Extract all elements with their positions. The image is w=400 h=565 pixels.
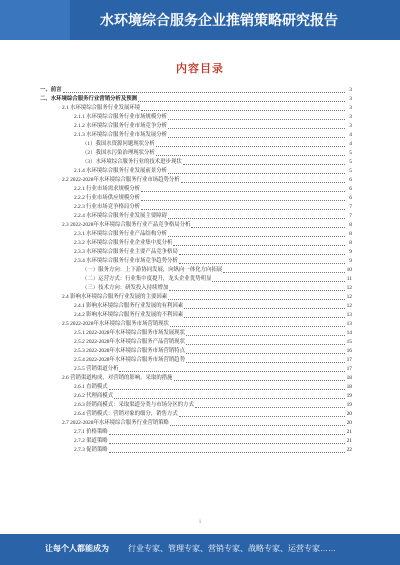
footer-slogan: 让每个人都能成为 — [45, 544, 109, 553]
toc-entry[interactable] — [40, 275, 352, 284]
toc-leader-dots — [183, 164, 345, 165]
toc-entry[interactable] — [40, 221, 352, 230]
toc-entry-label: 2.5.4 2022-2028年水环境综合服务市场营销趋势 — [74, 357, 185, 363]
toc-entry[interactable] — [40, 176, 352, 185]
toc-leader-dots — [109, 434, 345, 435]
toc-leader-dots — [109, 443, 345, 444]
toc-entry-page: 4 — [349, 132, 352, 138]
toc-entry-page: 6 — [349, 186, 352, 192]
toc-leader-dots — [141, 200, 345, 201]
toc-entry[interactable] — [40, 311, 352, 320]
toc-entry-page: 12 — [346, 303, 352, 309]
toc-entry-label: 2.7.2 渠道策略 — [74, 438, 108, 444]
toc-entry-page: 7 — [349, 213, 352, 219]
toc-entry-page: 9 — [349, 258, 352, 264]
toc-entry[interactable] — [40, 239, 352, 248]
toc-entry-label: 2.5.1 2022-2028年水环境综合服务市场发展现状 — [74, 330, 185, 336]
toc-entry-label: （1）我国水资源问题现状分析 — [82, 141, 155, 147]
toc-leader-dots — [63, 92, 345, 93]
toc-entry[interactable] — [40, 131, 352, 140]
toc-entry-page: 3 — [349, 96, 352, 102]
toc-entry[interactable] — [40, 140, 352, 149]
toc-entry[interactable] — [40, 392, 352, 401]
toc-entry-label: 2.2.4 水环境综合服务行业发展主要障碍 — [74, 213, 167, 219]
toc-entry-page: 12 — [346, 285, 352, 291]
toc-entry[interactable] — [40, 365, 352, 374]
toc-leader-dots — [168, 119, 345, 120]
toc-entry[interactable] — [40, 329, 352, 338]
toc-entry[interactable] — [40, 437, 352, 446]
page-number: 1 — [198, 520, 202, 525]
report-title: 水环境综合服务企业推销策略研究报告 — [100, 12, 338, 28]
toc-entry[interactable] — [40, 167, 352, 176]
toc-entry[interactable] — [40, 293, 352, 302]
toc-leader-dots — [141, 191, 345, 192]
toc-leader-dots — [191, 227, 345, 228]
toc-leader-dots — [114, 398, 345, 399]
toc-entry-label: 2.1.1 水环境综合服务行业市场规模分析 — [74, 114, 167, 120]
toc-entry-label: （二）运营方式：行业集中度提升，龙头企业优势明显 — [82, 276, 212, 282]
toc-leader-dots — [179, 254, 345, 255]
toc-entry[interactable] — [40, 95, 352, 104]
toc-entry-page: 3 — [349, 87, 352, 93]
toc-entry-label: （2）我国水污染治理现状分析 — [82, 150, 155, 156]
footer-roles: 行业专家、管理专家、营销专家、战略专家、运营专家…… — [128, 544, 336, 553]
toc-entry-page: 17 — [346, 366, 352, 372]
toc-entry-label: （3）水环境综合服务行业的技术进步现状 — [82, 159, 182, 165]
toc-entry-label: （三）技术方向：研发投入持续增加 — [82, 285, 169, 291]
toc-entry-label: 2.5.3 2022-2028年水环境综合服务市场营销特点 — [74, 348, 185, 354]
toc-leader-dots — [138, 101, 345, 102]
toc-entry-label: 2.2.1 行业市场需求规模分析 — [74, 186, 141, 192]
toc-leader-dots — [168, 299, 345, 300]
toc-leader-dots — [184, 308, 345, 309]
toc-leader-dots — [179, 263, 345, 264]
toc-entry-label: 2.2 2022-2028年水环境综合服务行业市场趋势分析 — [62, 177, 180, 183]
toc-entry-page: 11 — [346, 276, 352, 282]
toc-entry-page: 20 — [346, 420, 352, 426]
toc-leader-dots — [186, 344, 345, 345]
toc-leader-dots — [168, 173, 345, 174]
toc-entry-label: 2.2.2 行业市场供应规模分析 — [74, 195, 141, 201]
toc-entry-label: 2.7.1 价格策略 — [74, 429, 108, 435]
toc-entry[interactable] — [40, 302, 352, 311]
toc-entry-label: 2.3.1 水环境综合服务行业产品结构分析 — [74, 231, 167, 237]
toc-leader-dots — [186, 335, 345, 336]
toc-leader-dots — [168, 128, 345, 129]
toc-entry[interactable] — [40, 284, 352, 293]
toc-entry-label: 一、前言 — [40, 87, 62, 93]
toc-leader-dots — [156, 155, 345, 156]
toc-leader-dots — [156, 146, 345, 147]
toc-entry-page: 6 — [349, 195, 352, 201]
toc-entry-page: 6 — [349, 177, 352, 183]
toc-entry-label: 2.3 2022-2028年水环境综合服务行业产品竞争格局分析 — [62, 222, 191, 228]
toc-entry-label: 2.7 2022-2028年水环境综合服务行业营销策略 — [62, 420, 169, 426]
toc-entry-page: 18 — [346, 384, 352, 390]
toc-entry-page: 5 — [349, 168, 352, 174]
toc-entry[interactable] — [40, 86, 352, 95]
toc-entry-label: 2.4.1 影响水环境综合服务行业发展的有利因素 — [74, 303, 184, 309]
toc-entry-label: 2.1.3 水环境综合服务行业市场发展分析 — [74, 132, 167, 138]
toc-entry-page: 3 — [349, 114, 352, 120]
toc-entry-page: 9 — [349, 249, 352, 255]
toc-entry-page: 8 — [349, 240, 352, 246]
toc-entry-page: 7 — [349, 204, 352, 210]
toc-entry-label: 二、水环境综合服务行业营销分析及预测 — [40, 96, 138, 102]
toc-entry-label: 2.5.5 营销渠道分析 — [74, 366, 119, 372]
toc-entry[interactable] — [40, 428, 352, 437]
toc-entry-page: 20 — [346, 411, 352, 417]
toc-entry-page: 17 — [346, 357, 352, 363]
toc-entry[interactable] — [40, 194, 352, 203]
toc-entry-page: 19 — [346, 402, 352, 408]
toc-entry-label: 2.3.3 水环境综合服务行业主要产品竞争格局 — [74, 249, 178, 255]
toc-entry[interactable] — [40, 122, 352, 131]
toc-leader-dots — [195, 407, 345, 408]
toc-entry[interactable] — [40, 374, 352, 383]
toc-leader-dots — [109, 452, 345, 453]
toc-entry[interactable] — [40, 158, 352, 167]
toc-leader-dots — [119, 371, 345, 372]
toc-entry-page: 12 — [346, 294, 352, 300]
toc-entry[interactable] — [40, 347, 352, 356]
toc-entry-label: 2.1.4 水环境综合服务行业发展前景分析 — [74, 168, 167, 174]
toc-entry[interactable] — [40, 113, 352, 122]
toc-entry-label: （一）服务方向：上下游协同发展，向纵向一体化方向拓展 — [82, 267, 223, 273]
toc-leader-dots — [212, 281, 345, 282]
footer-bar — [0, 534, 400, 565]
table-of-contents — [40, 86, 352, 455]
toc-entry-label: 2.3.4 水环境综合服务行业市场竞争趋势分析 — [74, 258, 178, 264]
toc-entry[interactable] — [40, 401, 352, 410]
toc-leader-dots — [184, 317, 345, 318]
report-header-bar — [0, 0, 400, 40]
toc-entry-page: 21 — [346, 438, 352, 444]
toc-entry-label: 2.6 营销渠道构成，对营销的影响，采取的措施 — [62, 375, 173, 381]
toc-leader-dots — [168, 218, 345, 219]
header-accent-block — [0, 0, 70, 40]
toc-entry-page: 15 — [346, 339, 352, 345]
toc-leader-dots — [169, 290, 345, 291]
toc-leader-dots — [173, 245, 345, 246]
toc-entry-page: 22 — [346, 447, 352, 453]
toc-leader-dots — [170, 425, 345, 426]
toc-entry[interactable] — [40, 338, 352, 347]
toc-entry-label: 2.1 水环境综合服务行业发展环境 — [62, 105, 141, 111]
toc-heading: 内容目录 — [176, 63, 224, 75]
toc-leader-dots — [186, 353, 345, 354]
toc-entry-label: 2.5.2 2022-2028年水环境综合服务产品营销现状 — [74, 339, 185, 345]
toc-entry[interactable] — [40, 230, 352, 239]
toc-entry[interactable] — [40, 149, 352, 158]
toc-entry-label: 2.4 影响水环境综合服务行业发展的主要因素 — [62, 294, 168, 300]
toc-entry-page: 13 — [346, 312, 352, 318]
toc-entry-page: 10 — [346, 267, 352, 273]
toc-entry-label: 2.5 2022-2028年水环境综合服务市场营销现状 — [62, 321, 169, 327]
toc-entry-label: 2.7.3 促销策略 — [74, 447, 108, 453]
toc-entry-label: 2.6.1 直销模式 — [74, 384, 108, 390]
toc-leader-dots — [141, 209, 345, 210]
toc-leader-dots — [109, 389, 345, 390]
toc-leader-dots — [170, 326, 345, 327]
toc-entry[interactable] — [40, 248, 352, 257]
toc-entry-page: 13 — [346, 321, 352, 327]
toc-entry[interactable] — [40, 383, 352, 392]
toc-entry-label: 2.6.4 营销模式：营销对象的细分，销售方式 — [74, 411, 178, 417]
toc-entry[interactable] — [40, 104, 352, 113]
toc-entry-page: 14 — [346, 330, 352, 336]
toc-entry[interactable] — [40, 410, 352, 419]
toc-leader-dots — [168, 236, 345, 237]
toc-entry-label: 2.6.2 代理商模式 — [74, 393, 114, 399]
toc-entry[interactable] — [40, 419, 352, 428]
toc-entry[interactable] — [40, 212, 352, 221]
toc-entry[interactable] — [40, 185, 352, 194]
toc-leader-dots — [141, 110, 345, 111]
toc-entry-label: 2.6.3 经销商模式：采取渠道分类与市场分区的方式 — [74, 402, 194, 408]
toc-entry-page: 18 — [346, 375, 352, 381]
toc-entry[interactable] — [40, 257, 352, 266]
toc-leader-dots — [168, 137, 345, 138]
toc-entry-page: 5 — [349, 159, 352, 165]
toc-entry-page: 21 — [346, 429, 352, 435]
toc-entry[interactable] — [40, 266, 352, 275]
toc-entry[interactable] — [40, 356, 352, 365]
toc-entry-page: 5 — [349, 150, 352, 156]
toc-leader-dots — [181, 182, 345, 183]
toc-entry-page: 3 — [349, 123, 352, 129]
toc-entry-page: 8 — [349, 222, 352, 228]
toc-entry[interactable] — [40, 446, 352, 455]
toc-entry-label: 2.1.2 水环境综合服务行业市场竞争分析 — [74, 123, 167, 129]
toc-entry-label: 2.3.2 水环境综合服务行业企业集中度分析 — [74, 240, 173, 246]
toc-leader-dots — [223, 272, 345, 273]
toc-entry-page: 16 — [346, 348, 352, 354]
toc-leader-dots — [186, 362, 345, 363]
toc-entry-page: 3 — [349, 105, 352, 111]
toc-entry-label: 2.2.3 行业市场竞争格局分析 — [74, 204, 141, 210]
toc-entry-label: 2.4.2 影响水环境综合服务行业发展的不利因素 — [74, 312, 184, 318]
toc-leader-dots — [174, 380, 345, 381]
toc-entry-page: 8 — [349, 231, 352, 237]
toc-leader-dots — [179, 416, 345, 417]
toc-entry-page: 4 — [349, 141, 352, 147]
toc-entry[interactable] — [40, 203, 352, 212]
toc-entry-page: 19 — [346, 393, 352, 399]
toc-entry[interactable] — [40, 320, 352, 329]
